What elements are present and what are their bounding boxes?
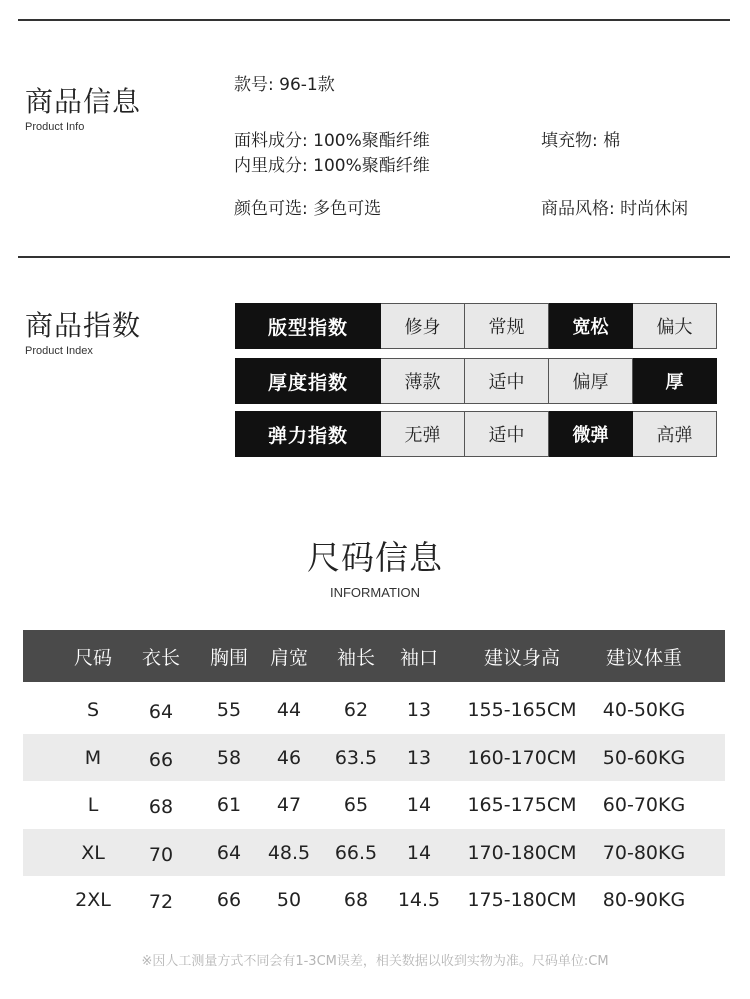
product-index-subtitle: Product Index — [25, 345, 93, 357]
table-cell: 14 — [406, 793, 432, 816]
index-option: 修身 — [381, 303, 465, 349]
table-cell: 165-175CM — [467, 793, 577, 816]
table-cell: 70-80KG — [602, 841, 686, 864]
index-option: 薄款 — [381, 358, 465, 404]
table-cell: 70 — [148, 843, 174, 866]
table-cell: M — [84, 746, 102, 769]
table-cell: L — [87, 793, 99, 816]
table-cell: 40-50KG — [602, 698, 686, 721]
size-info-title: 尺码信息 — [307, 538, 443, 577]
index-option-selected: 微弹 — [549, 411, 633, 457]
index-option: 偏厚 — [549, 358, 633, 404]
style-number: 款号: 96-1款 — [234, 75, 335, 95]
fit-index-row — [235, 303, 719, 349]
table-cell: 62 — [343, 698, 369, 721]
table-cell: 44 — [276, 698, 302, 721]
table-cell: 68 — [148, 795, 174, 818]
table-row — [23, 876, 725, 923]
table-cell: 47 — [276, 793, 302, 816]
filling-material: 填充物: 棉 — [541, 131, 621, 151]
top-divider — [18, 19, 730, 21]
table-cell: 13 — [406, 698, 432, 721]
header-cell: 袖口 — [399, 646, 438, 669]
header-cell: 建议体重 — [605, 646, 682, 669]
index-option: 适中 — [465, 358, 549, 404]
table-cell: 66.5 — [334, 841, 378, 864]
elasticity-index-row — [235, 411, 719, 457]
table-row — [23, 829, 725, 876]
index-option: 常规 — [465, 303, 549, 349]
table-cell: 50-60KG — [602, 746, 686, 769]
lining-composition: 内里成分: 100%聚酯纤维 — [234, 156, 430, 176]
product-info-subtitle: Product Info — [25, 121, 85, 133]
table-cell: 55 — [216, 698, 242, 721]
table-cell: 14 — [406, 841, 432, 864]
table-cell: 58 — [216, 746, 242, 769]
table-cell: XL — [81, 841, 105, 864]
header-cell: 胸围 — [209, 646, 248, 669]
fabric-composition: 面料成分: 100%聚酯纤维 — [234, 131, 430, 151]
index-label: 厚度指数 — [235, 358, 381, 404]
index-option: 偏大 — [633, 303, 717, 349]
product-style: 商品风格: 时尚休闲 — [541, 199, 689, 219]
table-cell: 64 — [216, 841, 242, 864]
table-row — [23, 734, 725, 781]
table-row — [23, 686, 725, 733]
table-cell: 46 — [276, 746, 302, 769]
header-cell: 肩宽 — [269, 646, 308, 669]
table-cell: S — [86, 698, 100, 721]
middle-divider — [18, 256, 730, 258]
table-cell: 68 — [343, 888, 369, 911]
table-cell: 50 — [276, 888, 302, 911]
table-cell: 66 — [148, 748, 174, 771]
index-label: 版型指数 — [235, 303, 381, 349]
table-cell: 175-180CM — [467, 888, 577, 911]
product-info-title: 商品信息 — [25, 85, 142, 118]
header-cell: 衣长 — [141, 646, 180, 669]
table-cell: 13 — [406, 746, 432, 769]
table-cell: 170-180CM — [467, 841, 577, 864]
index-option-selected: 厚 — [633, 358, 717, 404]
table-cell: 61 — [216, 793, 242, 816]
measurement-note: ※因人工测量方式不同会有1-3CM误差，相关数据以收到实物为准。尺码单位:CM — [141, 954, 609, 969]
table-cell: 80-90KG — [602, 888, 686, 911]
table-cell: 65 — [343, 793, 369, 816]
table-cell: 48.5 — [267, 841, 311, 864]
table-cell: 64 — [148, 700, 174, 723]
table-cell: 2XL — [75, 888, 111, 911]
header-cell: 袖长 — [336, 646, 375, 669]
size-info-subtitle: INFORMATION — [329, 585, 421, 600]
color-options: 颜色可选: 多色可选 — [234, 199, 382, 219]
table-cell: 14.5 — [397, 888, 441, 911]
thickness-index-row — [235, 358, 719, 404]
header-cell: 建议身高 — [483, 646, 560, 669]
index-option: 无弹 — [381, 411, 465, 457]
header-cell: 尺码 — [73, 646, 112, 669]
index-option-selected: 宽松 — [549, 303, 633, 349]
table-cell: 160-170CM — [467, 746, 577, 769]
table-cell: 60-70KG — [602, 793, 686, 816]
index-option: 适中 — [465, 411, 549, 457]
table-cell: 72 — [148, 890, 174, 913]
product-index-title: 商品指数 — [25, 309, 142, 342]
index-option: 高弹 — [633, 411, 717, 457]
table-cell: 155-165CM — [467, 698, 577, 721]
table-cell: 63.5 — [334, 746, 378, 769]
index-label: 弹力指数 — [235, 411, 381, 457]
table-cell: 66 — [216, 888, 242, 911]
size-table-header — [23, 630, 725, 682]
table-row — [23, 781, 725, 828]
